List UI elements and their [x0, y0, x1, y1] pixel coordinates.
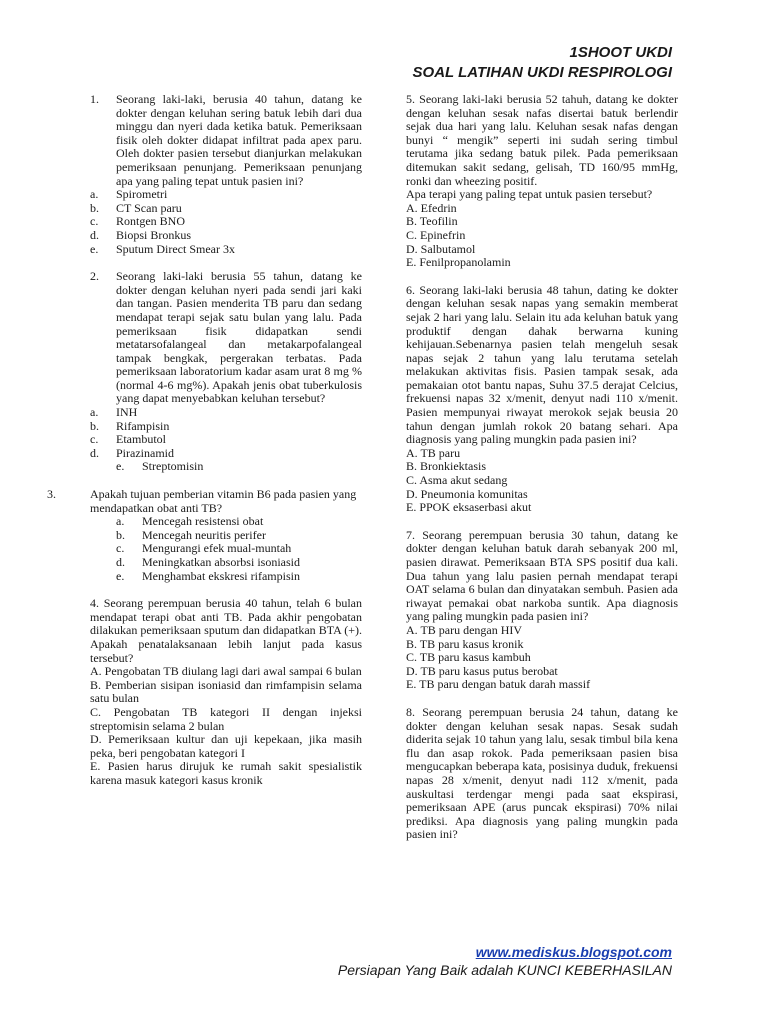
option: D. Pemeriksaan kultur dan uji kepekaan, jika masih peka, beri pengobatan kategori I — [90, 732, 362, 760]
question-5-prompt: Apa terapi yang paling tepat untuk pasien tersebut? — [406, 187, 653, 202]
option: C. Asma akut sedang — [406, 473, 508, 488]
question-1 — [90, 93, 362, 188]
option: E. Fenilpropanolamin — [406, 255, 511, 270]
question-4-text: 4. Seorang perempuan berusia 40 tahun, telah 6 bulan mendapat terapi obat anti TB. Pada akhir pengobatan dilakukan pemeriksaan sputum dan didapatkan BTA (+). Apakah penatalaksanaan lebih lanjut pada kasus tersebut? — [90, 596, 362, 665]
option: D. TB paru kasus putus berobat — [406, 663, 558, 678]
option: D. Pneumonia komunitas — [406, 486, 528, 501]
option: c. Etambutol — [90, 432, 166, 447]
option: C. TB paru kasus kambuh — [406, 650, 531, 665]
footer-link[interactable]: www.mediskus.blogspot.com — [475, 944, 672, 960]
question-8-text: 8. Seorang perempuan berusia 24 tahun, datang ke dokter dengan keluhan sesak napas. Sesak sudah diderita sejak 10 tahun yang lalu, sesak timbul bila kena flu dan asap rokok. Pada pemeriksaan pasien bisa mengucapkan beberapa kata, posisinya duduk, frekuensi napas 28 x/menit, denyut nadi 112 x/menit, pada auskultasi terdengar mengi pada saat ekspirasi, pemeriksaan APE (arus puncak ekspirasi) 70% nilai prediksi. Apa diagnosis yang paling mungkin pada pasien ini? — [406, 704, 678, 842]
right-column — [406, 93, 678, 842]
option: E. TB paru dengan batuk darah massif — [406, 677, 591, 692]
option: a. Spirometri — [90, 187, 168, 202]
option: B. TB paru kasus kronik — [406, 636, 524, 651]
option: e. Sputum Direct Smear 3x — [90, 241, 235, 256]
question-7-text: 7. Seorang perempuan berusia 30 tahun, datang ke dokter dengan keluhan batuk darah sebanyak 200 ml, pasien dirawat. Pemeriksaan BTA SPS positif dua kali. Dua tahun yang lalu pasien pernah mendapat terapi OAT selama 6 bulan dan dinyatakan sembuh. Pasien ada riwayat pemakai obat narkoba suntik. Apa diagnosis yang paling mungkin pada pasien ini? — [406, 527, 678, 624]
header-title: 1SHOOT UKDI — [569, 44, 672, 61]
option: c. Rontgen BNO — [90, 214, 185, 229]
header-subtitle: SOAL LATIHAN UKDI RESPIROLOGI — [412, 64, 672, 81]
option: E. PPOK eksaserbasi akut — [406, 500, 532, 515]
question-6-text: 6. Seorang laki-laki berusia 48 tahun, dating ke dokter dengan keluhan sesak napas yang semakin memberat sejak 2 hari yang lalu. Selain itu ada keluhan batuk yang produktif dengan dahak berwarna kuning kehijauan.Sebenarnya pasien telah mengeluh sesak napas sejak 2 tahun yang lalu terutama setelah melakukan aktivitas fisis. Pasien tampak sesak, ada pemakaian otot bantu napas, Suhu 37.5 derajat Celcius, frekuensi napas 32 x/menit, denyut nadi 110 x/menit. Pasien mempunyai riwayat merokok sejak beusia 20 tahun dengan jumlah rokok 20 batang sehari. Apa diagnosis yang paling mungkin pada pasien ini? — [406, 282, 678, 447]
left-column — [47, 92, 362, 788]
option: e. Streptomisin — [116, 459, 204, 474]
option: c. Mengurangi efek mual-muntah — [116, 541, 292, 556]
option: a. INH — [90, 405, 138, 420]
option: b. Rifampisin — [90, 418, 170, 433]
option: D. Salbutamol — [406, 241, 476, 256]
option: A. TB paru — [406, 445, 461, 460]
option: C. Pengobatan TB kategori II dengan injeksi streptomisin selama 2 bulan — [90, 704, 362, 733]
option: C. Epinefrin — [406, 227, 466, 242]
question-3 — [47, 488, 362, 515]
option: B. Pemberian sisipan isoniasid dan rimfampisin selama satu bulan — [90, 677, 362, 706]
option: A. Efedrin — [406, 200, 457, 215]
question-text: Apakah tujuan pemberian vitamin B6 pada pasien yang mendapatkan obat anti TB? — [90, 487, 357, 515]
footer-tagline: Persiapan Yang Baik adalah KUNCI KEBERHASILAN — [337, 962, 672, 978]
question-number: 1. — [90, 92, 99, 106]
option: B. Bronkiektasis — [406, 459, 486, 474]
option: B. Teofilin — [406, 214, 458, 229]
option: E. Pasien harus dirujuk ke rumah sakit spesialistik karena masuk kategori kasus kronik — [90, 759, 362, 787]
option: d. Pirazinamid — [90, 445, 174, 460]
option: d. Biopsi Bronkus — [90, 227, 192, 242]
option: b. Mencegah neuritis perifer — [116, 527, 266, 542]
question-2 — [90, 270, 362, 406]
option: e. Menghambat ekskresi rifampisin — [116, 568, 300, 583]
option: a. Mencegah resistensi obat — [116, 514, 264, 529]
option: d. Meningkatkan absorbsi isoniasid — [116, 555, 300, 569]
option: b. CT Scan paru — [90, 200, 182, 215]
question-text: Seorang laki-laki, berusia 40 tahun, datang ke dokter dengan keluhan sering batuk lebih dari dua minggu dan nyeri dada ketika batuk. Pemeriksaan fisik oleh dokter didapat infiltrat pada apex paru. Oleh dokter pasien tersebut dianjurkan melakukan pemeriksaan penunjang. Pemeriksaan penunjang apa yang paling tepat untuk pasien ini? — [116, 92, 362, 188]
question-5-text: 5. Seorang laki-laki berusia 52 tahuh, datang ke dokter dengan keluhan sesak nafas disertai batuk berlendir sejak dua hari yang lalu. Keluhan sesak nafas dengan bunyi “ mengik” seperti ini sudah sering timbul terutama jika sedang batuk pilek. Pada pemeriksaan ditemukan sakit sedang, gelisah, TD 160/95 mmHg, ronki dan wheezing positif. — [406, 92, 678, 188]
question-number: 3. — [47, 487, 56, 502]
question-number: 2. — [90, 269, 99, 284]
option: A. TB paru dengan HIV — [406, 622, 523, 637]
question-text: Seorang laki-laki berusia 55 tahun, datang ke dokter dengan keluhan nyeri pada sendi jari kaki dan tangan. Pasien menderita TB paru dan sedang mendapat terapi sejak satu bulan yang lalu. Pada pemeriksaan fisik didapatkan sendi metatarsofalangeal dan metakarpofalangeal tampak bengkak, pergerakan terbatas. Pada pemeriksaan laboratorium kadar asam urat 8 mg % (normal 4-6 mg%). Apakah jenis obat tuberkulosis yang dapat menyebabkan keluhan tersebut? — [116, 269, 362, 406]
option: A. Pengobatan TB diulang lagi dari awal sampai 6 bulan — [90, 664, 362, 679]
